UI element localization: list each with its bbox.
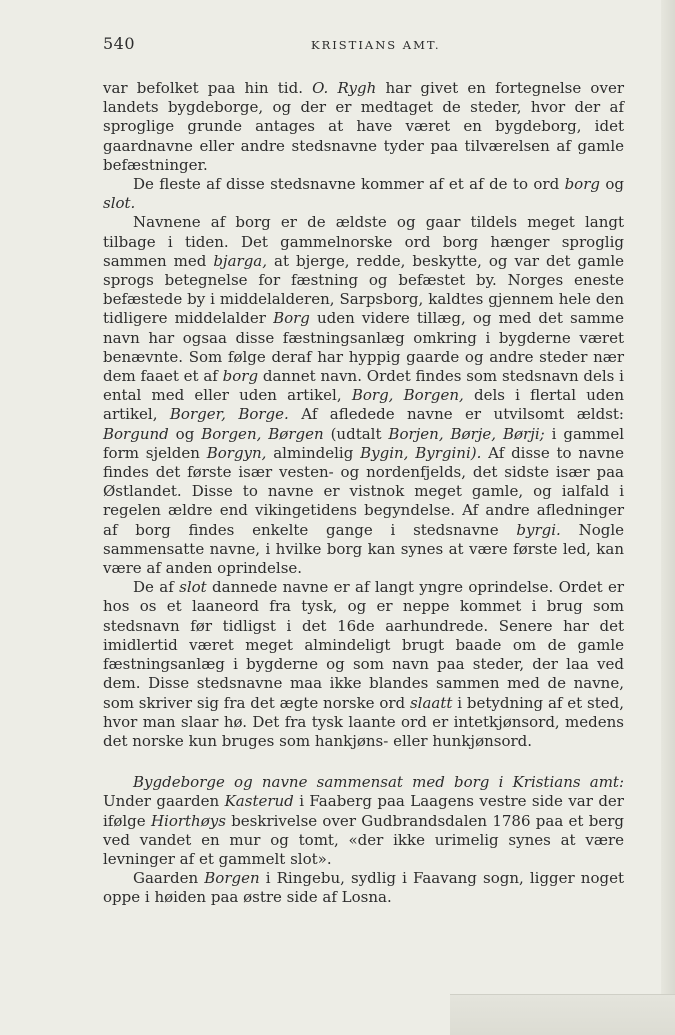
text-segment: var befolket paa hin tid. xyxy=(103,79,313,97)
text-segment: Navnene af borg er de ældste og gaar tildels meget langt tilbage i tiden. Det gammelnorske ord borg hænger sproglig sammen med xyxy=(103,213,624,270)
text-segment: at bjerge, redde, beskytte, og var det gamle sprogs betegnelse for fæstning og befæstet by. Norges eneste befæstede by i middelalderen, Sarpsborg, kaldtes gjennem hele den tidligere middelalder xyxy=(103,251,624,328)
text-segment: almindelig xyxy=(266,443,361,462)
text-segment-italic: Bygin, Byrgini). xyxy=(360,443,482,462)
text-segment: dannede navne er af langt yngre oprindelse. Ordet er hos os et laaneord fra tysk, og er neppe kommet i brug som stedsnavn før tidligst i det 16de aarhundrede. Senere har det imidlertid været meget almindeligt brugt baade om de gamle fæstningsanlæg i bygderne og som navn paa steder, der laa ved dem. Disse stedsnavne maa ikke blandes sammen med de navne, som skriver sig fra det ægte norske ord xyxy=(103,578,625,712)
text-segment-italic: Bygdeborge og navne sammensat med borg i Kristians amt: xyxy=(133,773,624,792)
running-head: KRISTIANS AMT. xyxy=(311,38,441,52)
page-number: 540 xyxy=(103,34,136,53)
text-segment-italic: borg xyxy=(564,175,600,194)
paragraph-6 xyxy=(103,869,624,907)
text-segment: og xyxy=(599,175,625,194)
text-segment: Gaarden xyxy=(133,869,205,888)
text-segment-italic: Borjen, Børje, Børji; xyxy=(388,424,545,443)
paragraph-3 xyxy=(103,213,624,578)
text-segment-italic: Borgen, Børgen xyxy=(201,424,324,443)
text-segment-italic: Hiorthøys xyxy=(150,811,226,830)
body-text xyxy=(103,79,624,908)
text-segment-italic: borg xyxy=(222,367,259,386)
text-segment-italic: Borgen xyxy=(204,869,260,888)
text-segment: i Ringebu, sydlig i Faavang sogn, ligger noget oppe i høiden paa østre side af Losna. xyxy=(103,869,624,907)
text-segment-italic: slot xyxy=(179,578,207,597)
text-segment: De fleste af disse stedsnavne kommer af et af de to ord xyxy=(133,175,565,194)
section-gap xyxy=(103,751,624,773)
text-segment: Af disse to navne findes det første især vesten- og nordenfjelds, det sidste især paa Østlandet. Disse to navne er vistnok meget gamle, og ialfald i regelen ældre end vikingetidens begyndelse. Af andre afledninger af borg findes enkelte gange i stedsnavne xyxy=(103,443,624,539)
text-segment-italic: bjarga, xyxy=(213,251,268,270)
text-segment-italic: Borgyn, xyxy=(206,443,267,462)
text-segment: i gammel form sjelden xyxy=(103,424,625,462)
text-segment: og xyxy=(168,424,202,443)
text-segment-italic: Borgund xyxy=(103,424,169,443)
text-segment: Nogle sammensatte navne, i hvilke borg kan synes at være første led, kan være af anden oprindelse. xyxy=(103,520,625,578)
text-segment: i betydning af et sted, hvor man slaar hø. Det fra tysk laante ord er intetkjønsord, medens det norske kun bruges som hankjøns- eller hunkjønsord. xyxy=(103,693,624,750)
text-segment-italic: Kasterud xyxy=(224,792,294,811)
paragraph-1 xyxy=(103,79,624,175)
paragraph-4 xyxy=(103,578,624,751)
text-segment-italic: slaatt xyxy=(409,693,453,712)
text-segment: De af xyxy=(133,578,180,597)
text-segment-italic: O. Rygh xyxy=(312,79,377,97)
text-segment: dannet navn. Ordet findes som stedsnavn dels i ental med eller uden artikel, xyxy=(103,367,624,405)
text-segment: Under gaarden xyxy=(103,792,225,811)
paragraph-2 xyxy=(103,175,624,213)
text-segment: (udtalt xyxy=(323,424,389,443)
text-segment: beskrivelse over Gudbrandsdalen 1786 paa et berg ved vandet en mur og tomt, «der ikke urimelig synes at være levninger af et gammelt slot». xyxy=(103,811,624,868)
text-segment-italic: byrgi. xyxy=(516,520,561,539)
text-segment: uden videre tillæg, og med det samme navn har ogsaa disse fæstningsanlæg omkring i bygderne været benævnte. Som følge deraf har hyppig gaarde og andre steder nær dem faaet et af xyxy=(103,309,625,386)
page-corner-shadow xyxy=(450,994,675,1035)
text-segment: har givet en fortegnelse over landets bygdeborge, og der er medtaget de steder, hvor der af sproglige grunde antages at have været en bygdeborg, idet gaardnavne eller andre stedsnavne tyder paa tilværelsen af gamle befæstninger. xyxy=(103,79,624,174)
text-segment: i Faaberg paa Laagens vestre side var der ifølge xyxy=(103,792,624,830)
text-segment: Af afledede navne er utvilsomt ældst: xyxy=(288,405,624,424)
text-segment-italic: Borger, Borge. xyxy=(169,405,289,424)
text-segment-italic: Borg xyxy=(273,309,310,328)
paragraph-5 xyxy=(103,773,624,869)
text-segment-italic: Borg, Borgen, xyxy=(351,386,464,405)
page-header xyxy=(103,34,623,58)
text-segment: dels i flertal uden artikel, xyxy=(103,386,625,424)
page-edge xyxy=(661,0,675,1035)
text-segment-italic: slot. xyxy=(103,194,136,213)
